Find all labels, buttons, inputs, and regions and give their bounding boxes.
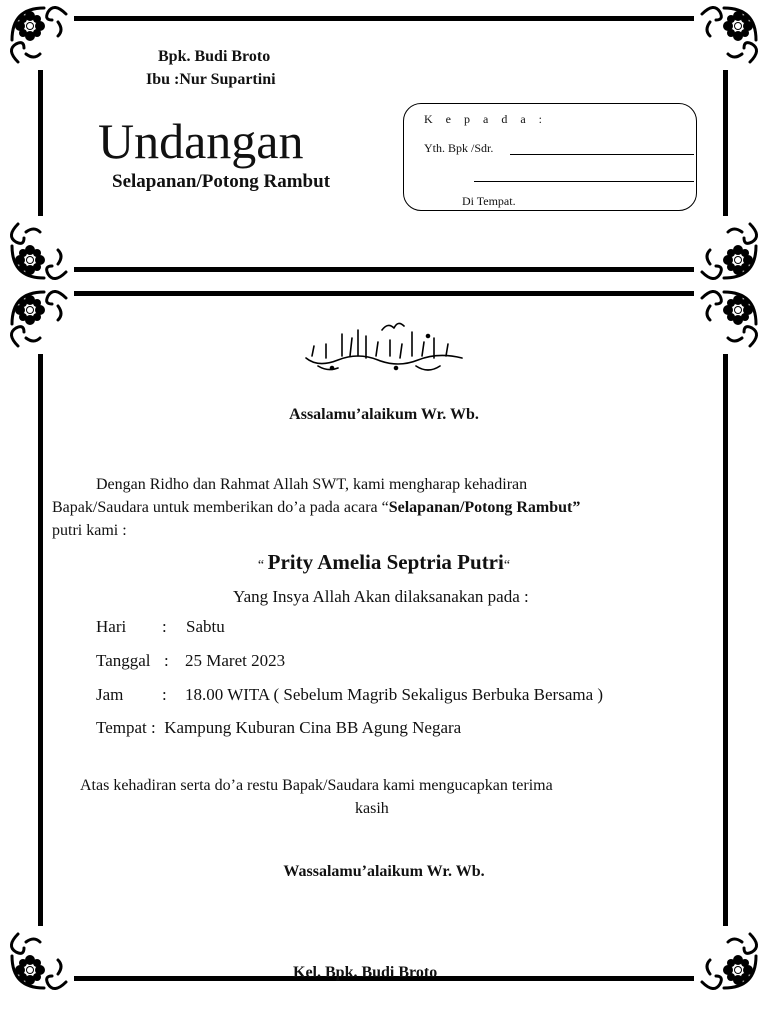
day-sep: : [162, 617, 167, 636]
time-sep: : [162, 685, 167, 704]
child-name: Prity Amelia Septria Putri [267, 550, 504, 574]
date-label: Tanggal [96, 651, 151, 670]
floral-scroll-icon [4, 284, 74, 354]
closing-greeting: Wassalamu’alaikum Wr. Wb. [283, 863, 485, 880]
host-father-name: Bpk. Budi Broto [158, 48, 271, 65]
date-value: 25 Maret 2023 [185, 651, 286, 670]
floral-scroll-icon [694, 216, 764, 286]
floral-scroll-icon [694, 926, 764, 996]
close-quote: “ [503, 558, 511, 573]
floral-scroll-icon [694, 284, 764, 354]
basmalah-calligraphy-icon [298, 316, 470, 376]
recipient-prefix: Yth. Bpk /Sdr. [424, 141, 494, 155]
date-sep: : [164, 651, 169, 670]
card-title: Undangan [98, 113, 304, 169]
floral-scroll-icon [4, 926, 74, 996]
time-value: 18.00 WITA ( Sebelum Magrib Sekaligus Berbuka Bersama ) [185, 685, 604, 704]
place-label-detail: Tempat [96, 718, 147, 737]
closing-line-1: Atas kehadiran serta do’a restu Bapak/Saudara kami mengucapkan terima [80, 777, 553, 794]
recipient-name-line [510, 154, 694, 155]
day-label: Hari [96, 617, 127, 636]
opening-greeting: Assalamu’alaikum Wr. Wb. [289, 406, 479, 423]
invitation-paragraph-line-1: Dengan Ridho dan Rahmat Allah SWT, kami mengharap kehadiran [96, 476, 528, 493]
detail-row-place [96, 718, 461, 738]
detail-row-time [96, 685, 603, 705]
to-label: K e p a d a : [424, 112, 547, 126]
place-sep: : [150, 718, 156, 737]
family-signature: Kel. Bpk. Budi Broto [293, 964, 438, 981]
day-value: Sabtu [186, 617, 225, 636]
closing-line-2: kasih [355, 800, 389, 817]
place-label: Di Tempat. [462, 194, 516, 208]
event-intro: Yang Insya Allah Akan dilaksanakan pada : [233, 587, 529, 606]
detail-row-day [96, 617, 225, 637]
place-value: Kampung Kuburan Cina BB Agung Negara [164, 718, 462, 737]
card-subtitle: Selapanan/Potong Rambut [112, 171, 331, 192]
event-name: Selapanan/Potong Rambut” [388, 499, 581, 516]
floral-scroll-icon [694, 0, 764, 70]
time-label: Jam [96, 685, 124, 704]
floral-scroll-icon [4, 0, 74, 70]
recipient-extra-line [474, 181, 694, 182]
paragraph-line-2-text: Bapak/Saudara untuk memberikan do’a pada acara “ [52, 499, 389, 516]
invitation-paragraph-line-2 [52, 499, 580, 517]
host-mother-name: Ibu :Nur Supartini [146, 71, 276, 88]
open-quote: “ [257, 558, 268, 573]
detail-row-date [96, 651, 285, 671]
invitation-paragraph-line-3: putri kami : [52, 522, 127, 539]
address-box [403, 103, 697, 211]
child-name-row [0, 550, 768, 575]
floral-scroll-icon [4, 216, 74, 286]
